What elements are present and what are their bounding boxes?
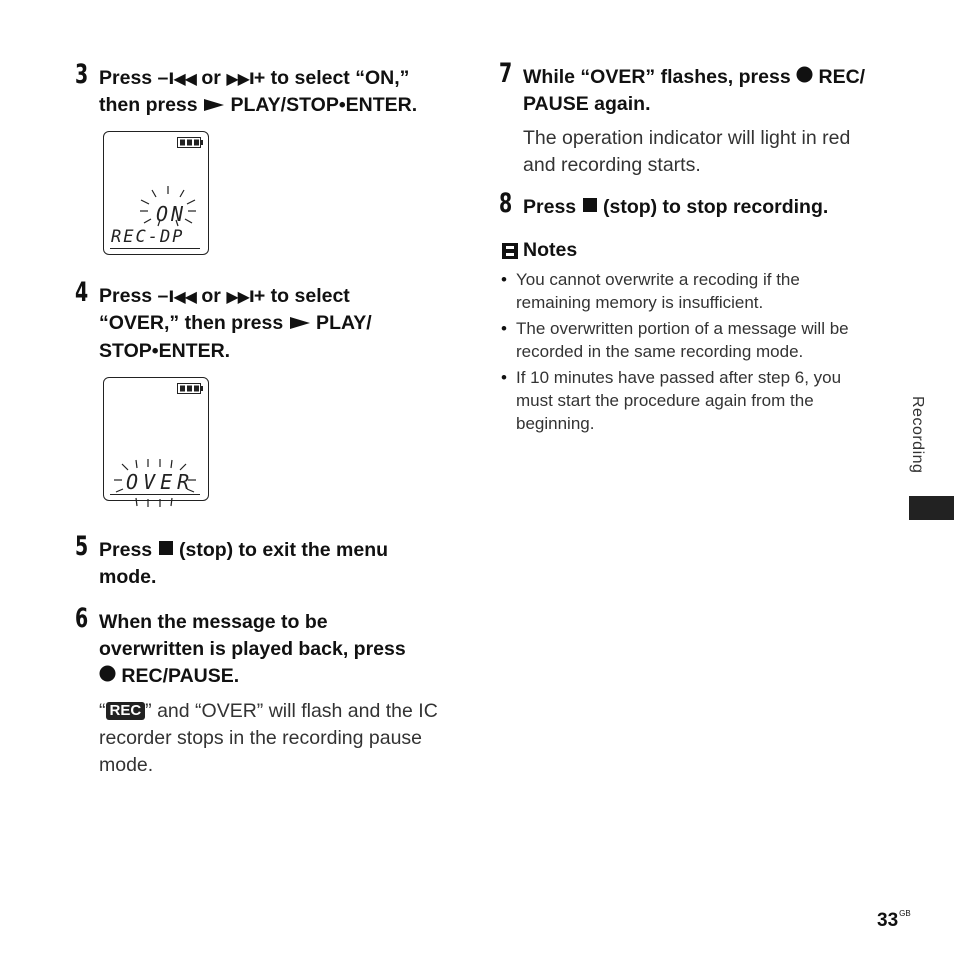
step-8 [499,188,893,221]
display-underline [110,494,200,495]
step-7 [499,58,893,179]
note-icon [501,242,519,260]
page-suffix: GB [899,909,911,918]
step-number: 8 [499,188,513,219]
step-number: 5 [75,531,89,562]
skip-back-icon: I◀◀ [168,287,196,307]
note-item: • The overwritten portion of a message will be recorded in the same recording mode. [501,317,881,363]
skip-back-icon: I◀◀ [168,69,196,89]
step-6 [75,603,479,779]
step-number: 3 [75,59,89,90]
step-title: When the message to be overwritten is played back, press REC/PAUSE. [99,609,479,690]
record-dot-icon [796,64,813,91]
step-body: The operation indicator will light in red and recording starts. [523,127,851,177]
play-icon [289,311,311,338]
step-3 [75,59,479,120]
display-mode-text: REC-DP [111,227,185,247]
display-flash-text: OVER [126,470,195,494]
step-4 [75,277,479,365]
step-title: Press (stop) to exit the menu mode. [99,539,389,589]
battery-icon [177,137,203,148]
note-item: • If 10 minutes have passed after step 6, you must start the procedure again from the beginning. [501,366,881,435]
play-icon [203,93,225,120]
section-label: Recording [909,396,926,474]
notes-section [501,239,881,438]
stop-square-icon [582,194,598,221]
section-tab [909,496,954,520]
stop-square-icon [158,537,174,564]
record-dot-icon [99,663,116,690]
step-5 [75,531,479,591]
display-flash-text: ON [156,202,187,226]
step-number: 6 [75,603,89,634]
step-title: Press –I◀◀ or ▶▶I+ to select “OVER,” then press PLAY/ STOP•ENTER. [99,285,372,362]
step-body: “ REC ” and “OVER” will flash and the IC recorder stops in the recording pause mode. [99,700,438,777]
lcd-display-over [103,377,209,501]
step-number: 7 [499,58,513,89]
skip-forward-icon: ▶▶I [226,69,254,89]
note-item: • You cannot overwrite a recoding if the remaining memory is insufficient. [501,268,881,314]
step-title: While “OVER” flashes, press REC/ PAUSE again. [523,66,866,116]
skip-forward-icon: ▶▶I [226,287,254,307]
page-number: $33^{GB}$ [877,909,911,931]
lcd-display-on [103,131,209,255]
notes-heading: Notes [501,239,881,262]
step-title: Press (stop) to stop recording. [523,194,893,221]
step-number: 4 [75,277,89,308]
notes-list [501,268,881,435]
display-underline [110,248,200,249]
rec-badge: REC [106,702,146,720]
step-title: Press –I◀◀ or ▶▶I+ to select “ON,” then press PLAY/STOP•ENTER. [99,65,479,120]
battery-icon [177,383,203,394]
